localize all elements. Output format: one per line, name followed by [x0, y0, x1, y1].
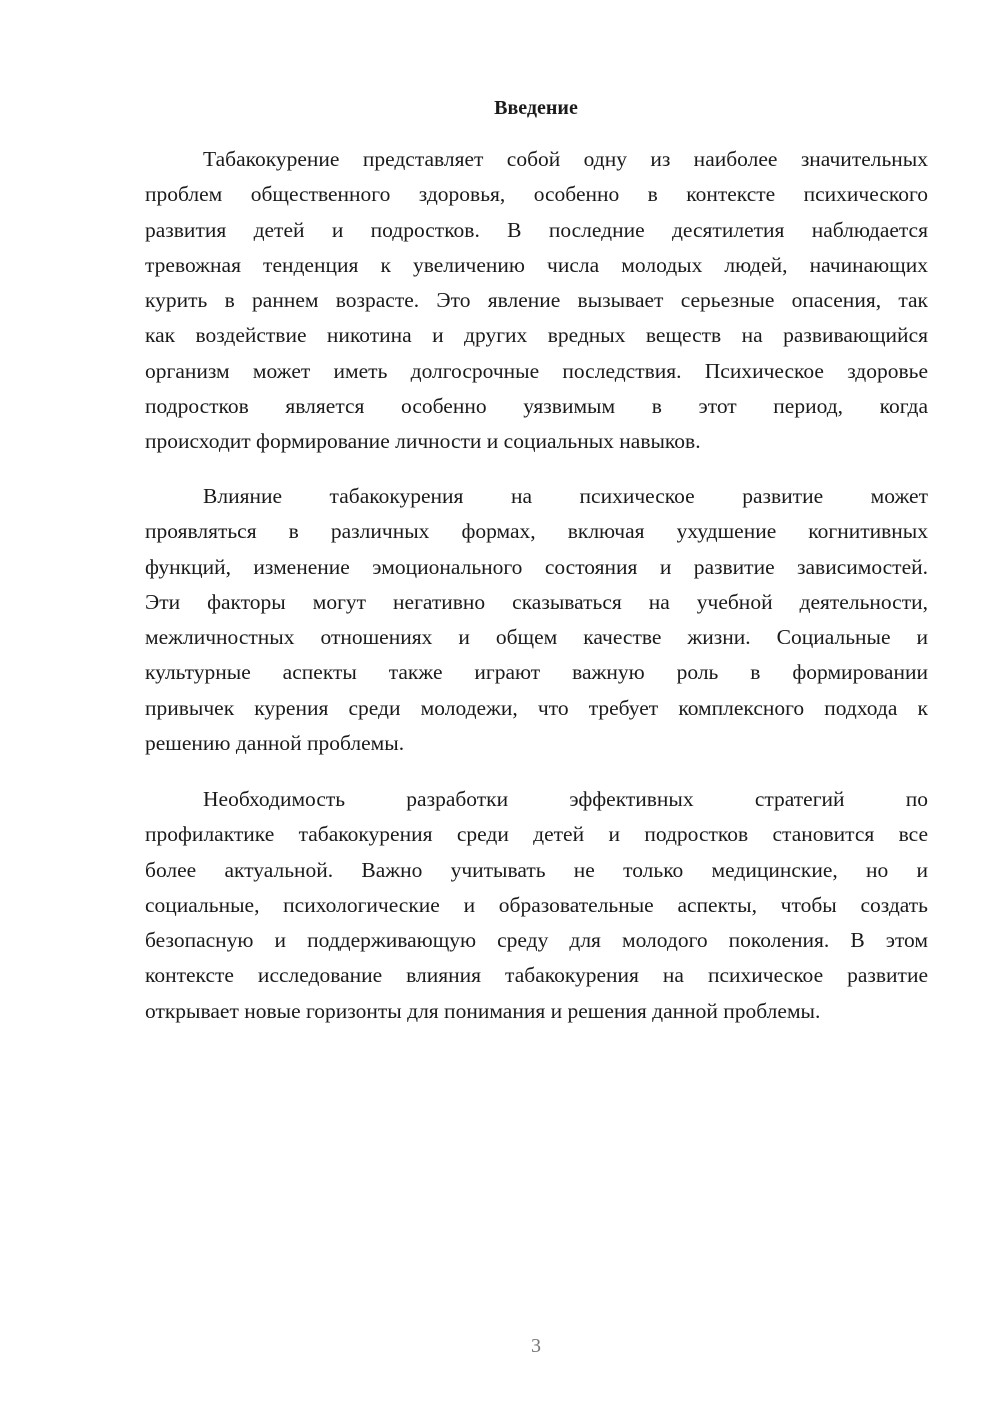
text-line: подростков является особенно уязвимым в этот период, когда — [145, 394, 928, 419]
text-line: социальные, психологические и образовательные аспекты, чтобы создать — [145, 892, 928, 917]
paragraph-2 — [145, 479, 928, 761]
text-line: профилактике табакокурения среди детей и подростков становится все — [145, 822, 928, 847]
page-title: Введение — [494, 97, 578, 119]
text-line: курить в раннем возрасте. Это явление вызывает серьезные опасения, так — [145, 288, 928, 313]
text-line: решению данной проблемы. — [145, 731, 405, 756]
text-line: привычек курения среди молодежи, что требует комплексного подхода к — [145, 695, 928, 720]
text-line: функций, изменение эмоционального состояния и развитие зависимостей. — [145, 554, 928, 579]
text-line: проблем общественного здоровья, особенно в контексте психического — [145, 182, 928, 207]
text-line: Необходимость разработки эффективных стратегий по — [203, 787, 928, 811]
page-number: 3 — [531, 1335, 541, 1357]
text-line: проявляться в различных формах, включая ухудшение когнитивных — [145, 519, 928, 544]
text-line: Эти факторы могут негативно сказываться на учебной деятельности, — [145, 589, 928, 614]
text-line: контексте исследование влияния табакокурения на психическое развитие — [145, 963, 928, 988]
text-line: Табакокурение представляет собой одну из наиболее значительных — [203, 147, 928, 171]
text-line: тревожная тенденция к увеличению числа молодых людей, начинающих — [145, 252, 928, 277]
text-line: культурные аспекты также играют важную роль в формировании — [145, 660, 928, 685]
text-line: как воздействие никотина и других вредных веществ на развивающийся — [145, 323, 928, 348]
text-line: более актуальной. Важно учитывать не только медицинские, но и — [145, 857, 928, 882]
text-line: безопасную и поддерживающую среду для молодого поколения. В этом — [145, 928, 928, 953]
text-line: развития детей и подростков. В последние десятилетия наблюдается — [145, 217, 928, 242]
text-line: происходит формирование личности и социальных навыков. — [145, 429, 701, 454]
text-line: Влияние табакокурения на психическое развитие может — [203, 484, 928, 508]
text-line: межличностных отношениях и общем качестве жизни. Социальные и — [145, 625, 928, 650]
text-line: открывает новые горизонты для понимания и решения данной проблемы. — [145, 998, 821, 1023]
text-line: организм может иметь долгосрочные последствия. Психическое здоровье — [145, 358, 928, 383]
paragraph-3 — [145, 782, 928, 1029]
paragraph-1 — [145, 142, 928, 460]
